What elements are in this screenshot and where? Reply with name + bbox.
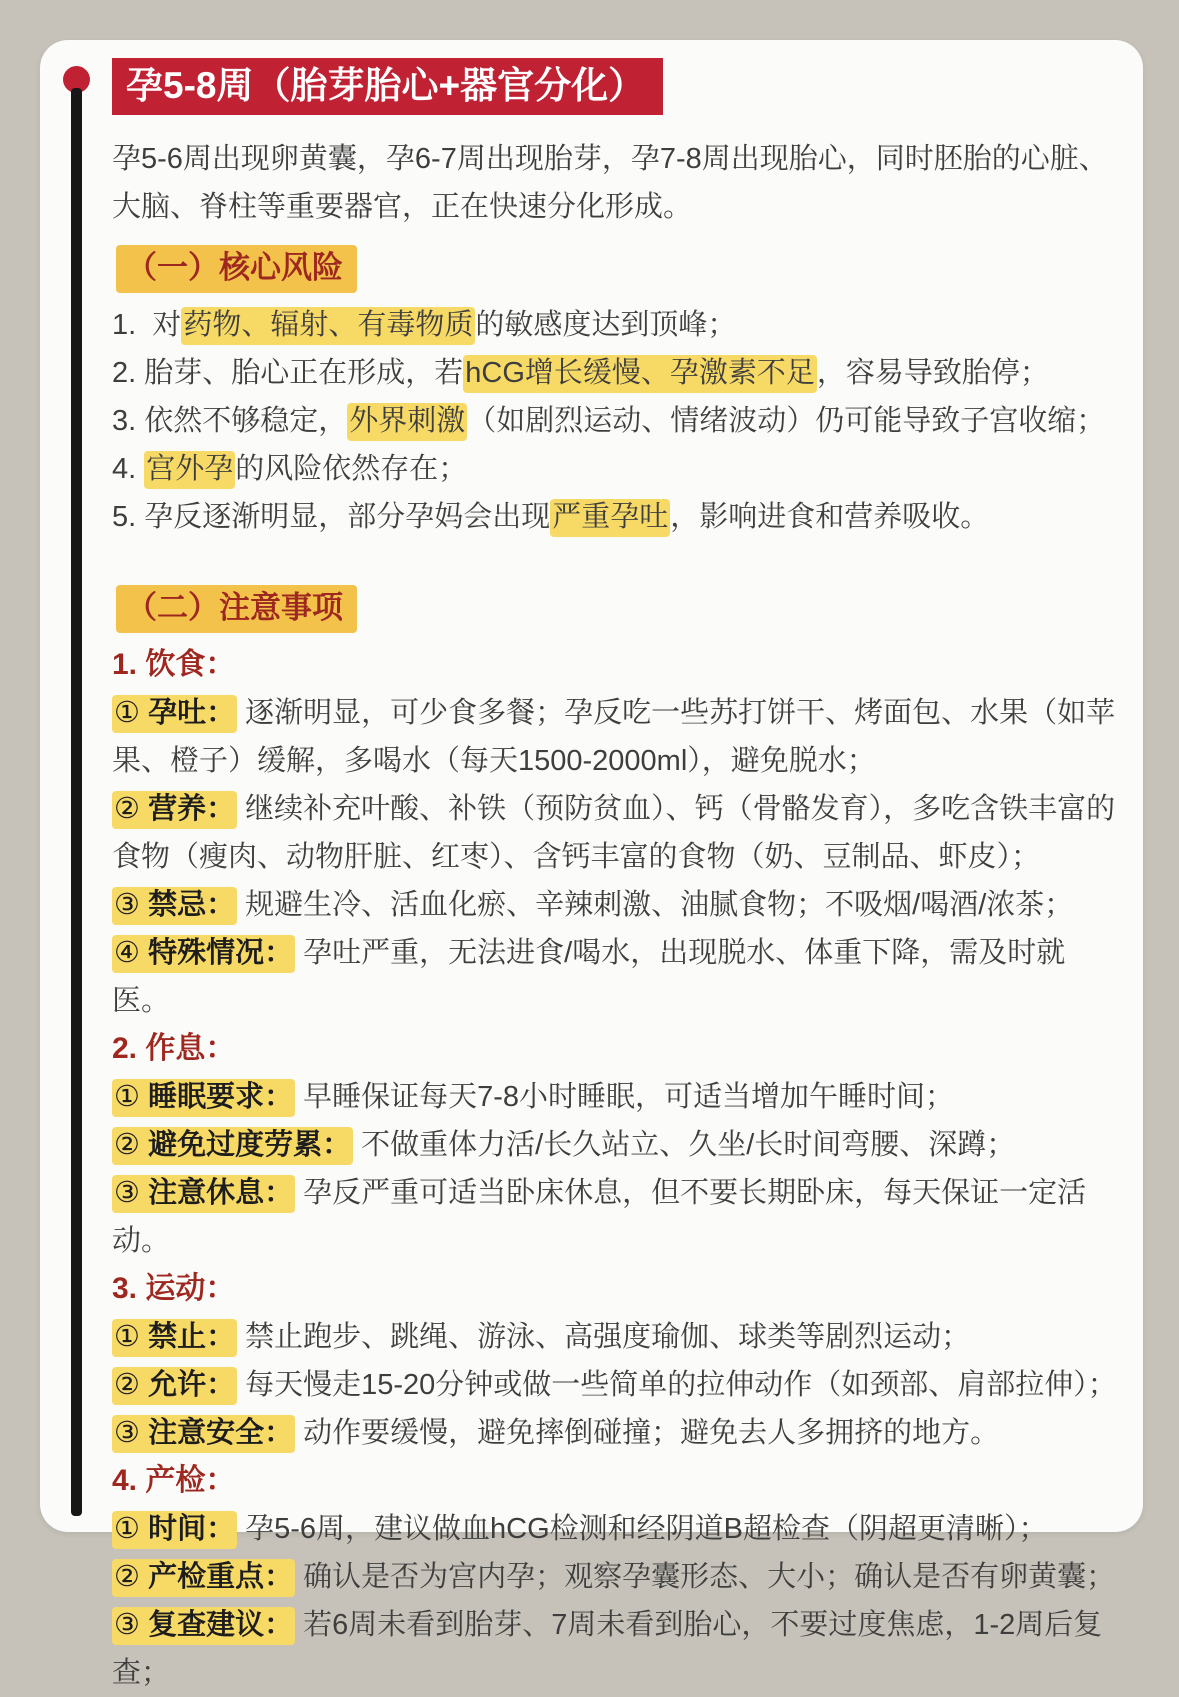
highlighted-text: 药物、辐射、有毒物质	[181, 307, 475, 345]
bullet-text: 禁止跑步、跳绳、游泳、高强度瑜伽、球类等剧烈运动；	[237, 1321, 971, 1354]
plain-text: 的敏感度达到顶峰；	[475, 309, 737, 342]
plain-text: 1. 对	[112, 309, 182, 342]
note-content	[112, 58, 1120, 1697]
risk-item	[112, 397, 1120, 445]
plain-text: （如剧烈运动、情绪波动）仍可能导致子宫收缩；	[467, 405, 1106, 438]
bullet-text: 确认是否为宫内孕；观察孕囊形态、大小；确认是否有卵黄囊；	[295, 1561, 1116, 1594]
bullet-item	[112, 929, 1120, 1025]
bullet-label: 注意休息：	[148, 1177, 294, 1210]
bullet-label-highlight	[112, 1511, 237, 1549]
bullet-label-highlight	[112, 1127, 353, 1165]
bullet-label: 产检重点：	[148, 1561, 294, 1594]
bullet-item	[112, 1313, 1120, 1361]
bullet-text: 早睡保证每天7-8小时睡眠，可适当增加午睡时间；	[295, 1081, 955, 1114]
bullet-text: 逐渐明显，可少食多餐；孕反吃一些苏打饼干、烤面包、水果（如苹果、橙子）缓解，多喝水（每天1500-2000ml），避免脱水；	[112, 697, 1116, 778]
bullet-item	[112, 1601, 1120, 1697]
bullet-label: 睡眠要求：	[148, 1081, 294, 1114]
bullet-label: 禁忌：	[148, 889, 236, 922]
risk-item	[112, 493, 1120, 541]
subsection-heading: 3. 运动：	[112, 1272, 236, 1306]
bullet-text: 孕5-6周，建议做血hCG检测和经阴道B超检查（阴超更清晰）；	[237, 1513, 1048, 1546]
plain-text: 2. 胎芽、胎心正在形成，若	[112, 357, 464, 390]
bullet-label-highlight	[112, 935, 295, 973]
subsection-heading: 4. 产检：	[112, 1464, 236, 1498]
bullet-label-highlight	[112, 1319, 237, 1357]
circled-number-marker: ②	[114, 1129, 149, 1162]
bullet-label: 注意安全：	[148, 1417, 294, 1450]
note-card	[40, 40, 1143, 1690]
bullet-item	[112, 881, 1120, 929]
bullet-label: 复查建议：	[148, 1609, 294, 1642]
bullet-label: 避免过度劳累：	[148, 1129, 352, 1162]
bullet-label-highlight	[112, 791, 237, 829]
plain-text: ，影响进食和营养吸收。	[670, 501, 990, 534]
circled-number-marker: ①	[114, 1513, 149, 1546]
circled-number-marker: ①	[114, 697, 149, 730]
risk-list	[112, 301, 1120, 541]
bullet-item	[112, 1553, 1120, 1601]
page-title: 孕5-8周（胎芽胎心+器官分化）	[112, 58, 663, 115]
bullet-item	[112, 1361, 1120, 1409]
bullet-text: 若6周未看到胎芽、7周未看到胎心，不要过度焦虑，1-2周后复查；	[112, 1609, 1103, 1690]
bullet-label: 特殊情况：	[148, 937, 294, 970]
bullet-text: 孕反严重可适当卧床休息，但不要长期卧床，每天保证一定活动。	[112, 1177, 1087, 1258]
bullet-label: 时间：	[148, 1513, 236, 1546]
plain-text: 5. 孕反逐渐明显，部分孕妈会出现	[112, 501, 551, 534]
circled-number-marker: ③	[114, 1177, 149, 1210]
bullet-text: 动作要缓慢，避免摔倒碰撞；避免去人多拥挤的地方。	[295, 1417, 1000, 1450]
bullet-item	[112, 1505, 1120, 1553]
highlighted-text: 宫外孕	[144, 451, 235, 489]
bullet-item	[112, 689, 1120, 785]
intro-paragraph: 孕5-6周出现卵黄囊，孕6-7周出现胎芽，孕7-8周出现胎心，同时胚胎的心脏、大脑、脊柱等重要器官，正在快速分化形成。	[112, 143, 1108, 223]
highlighted-text: 严重孕吐	[550, 499, 670, 537]
plain-text: 的风险依然存在；	[235, 453, 468, 486]
bullet-label: 营养：	[148, 793, 236, 826]
circled-number-marker: ③	[114, 1609, 149, 1642]
highlighted-text: 外界刺激	[347, 403, 467, 441]
bullet-label-highlight	[112, 1559, 295, 1597]
bullet-label-highlight	[112, 695, 237, 733]
bullet-label-highlight	[112, 1079, 295, 1117]
risk-item	[112, 445, 1120, 493]
circled-number-marker: ①	[114, 1081, 149, 1114]
bullet-text: 规避生冷、活血化瘀、辛辣刺激、油腻食物；不吸烟/喝酒/浓茶；	[237, 889, 1074, 922]
circled-number-marker: ④	[114, 937, 149, 970]
section-heading-notes: （二）注意事项	[116, 585, 357, 633]
bullet-label: 孕吐：	[148, 697, 236, 730]
bullet-item	[112, 1409, 1120, 1457]
bullet-item	[112, 1121, 1120, 1169]
circled-number-marker: ②	[114, 1561, 149, 1594]
bullet-label: 禁止：	[148, 1321, 236, 1354]
circled-number-marker: ②	[114, 793, 149, 826]
risk-item	[112, 301, 1120, 349]
bullet-label-highlight	[112, 1175, 295, 1213]
bullet-item	[112, 785, 1120, 881]
circled-number-marker: ③	[114, 1417, 149, 1450]
subsection-heading: 1. 饮食：	[112, 648, 236, 682]
bullet-text: 每天慢走15-20分钟或做一些简单的拉伸动作（如颈部、肩部拉伸）；	[237, 1369, 1117, 1402]
bullet-text: 继续补充叶酸、补铁（预防贫血）、钙（骨骼发育），多吃含铁丰富的食物（瘦肉、动物肝脏、红枣）、含钙丰富的食物（奶、豆制品、虾皮）；	[112, 793, 1116, 874]
bullet-label-highlight	[112, 887, 237, 925]
highlighted-text: hCG增长缓慢、孕激素不足	[463, 355, 817, 393]
circled-number-marker: ②	[114, 1369, 149, 1402]
section-heading-core-risks: （一）核心风险	[116, 245, 357, 293]
bullet-label-highlight	[112, 1415, 295, 1453]
plain-text: 4.	[112, 453, 145, 486]
circled-number-marker: ③	[114, 889, 149, 922]
bullet-text: 不做重体力活/长久站立、久坐/长时间弯腰、深蹲；	[353, 1129, 1016, 1162]
notes-subsections	[112, 641, 1120, 1697]
plain-text: 3. 依然不够稳定，	[112, 405, 348, 438]
timeline-line	[71, 88, 82, 1516]
section-gap	[112, 541, 1120, 579]
subsection-heading: 2. 作息：	[112, 1032, 236, 1066]
plain-text: ，容易导致胎停；	[816, 357, 1049, 390]
bullet-item	[112, 1073, 1120, 1121]
risk-item	[112, 349, 1120, 397]
circled-number-marker: ①	[114, 1321, 149, 1354]
bullet-label-highlight	[112, 1607, 295, 1645]
bullet-item	[112, 1169, 1120, 1265]
bullet-label-highlight	[112, 1367, 237, 1405]
bullet-label: 允许：	[148, 1369, 236, 1402]
bullet-text: 孕吐严重，无法进食/喝水，出现脱水、体重下降，需及时就医。	[112, 937, 1066, 1018]
